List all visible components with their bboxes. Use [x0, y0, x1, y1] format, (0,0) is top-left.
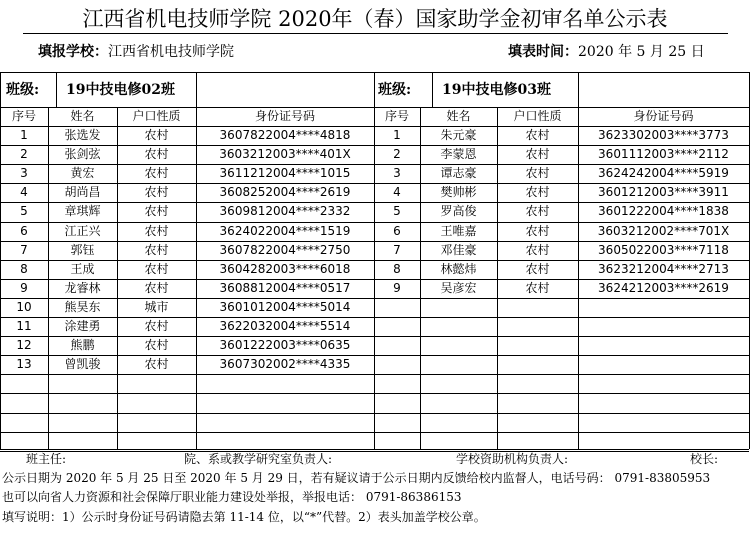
right-header-col-household: 户口性质 [513, 109, 562, 123]
left-class-label: 班级: [6, 82, 40, 98]
right-row-col-index: 8 [393, 262, 401, 276]
left-row-col-household: 农村 [144, 204, 169, 218]
right-row-col-id-number: 3623302003****3773 [598, 128, 729, 142]
left-row-col-id-number: 3608812004****0517 [219, 281, 351, 295]
right-row-col-id-number: 3624242004****5919 [598, 166, 729, 180]
left-row-col-id-number: 3607302002****4335 [219, 357, 351, 371]
right-row-col-household: 农村 [525, 128, 550, 142]
left-row-col-id-number: 3601222003****0635 [219, 338, 351, 352]
left-row-col-name: 章琪辉 [64, 204, 101, 218]
left-row-col-index: 8 [20, 262, 28, 276]
right-row-col-id-number: 3623212004****2713 [598, 262, 729, 276]
right-row-col-index: 9 [393, 281, 401, 295]
left-row-col-index: 11 [16, 319, 32, 333]
left-row-col-name: 王成 [70, 262, 95, 276]
date-info [508, 42, 705, 62]
row-border [0, 451, 749, 452]
left-row-col-index: 12 [16, 338, 32, 352]
left-header-col-index: 序号 [11, 109, 36, 123]
class-divider [196, 72, 197, 107]
right-row-col-household: 农村 [525, 224, 550, 238]
left-row-col-household: 农村 [144, 319, 169, 333]
right-row-col-index: 5 [393, 204, 401, 218]
class-divider [56, 72, 57, 107]
right-row-col-name: 王唯嘉 [440, 224, 477, 238]
left-row-col-index: 2 [20, 147, 28, 161]
right-row-col-index: 2 [393, 147, 401, 161]
right-row-col-name: 朱元豪 [440, 128, 477, 142]
signature-class-teacher: 班主任: [26, 452, 67, 466]
right-row-col-id-number: 3601212003****3911 [598, 185, 729, 199]
left-row-col-id-number: 3608252004****2619 [219, 185, 351, 199]
left-row-col-name: 熊昊东 [64, 300, 101, 314]
left-row-col-id-number: 3624022004****1519 [219, 224, 351, 238]
class-divider [432, 72, 433, 107]
left-row-col-index: 9 [20, 281, 28, 295]
left-row-col-id-number: 3601012004****5014 [219, 300, 351, 314]
left-row-col-household: 农村 [144, 224, 169, 238]
right-row-col-id-number: 3601222004****1838 [598, 204, 729, 218]
right-row-col-index: 1 [393, 128, 401, 142]
left-row-col-name: 张选发 [64, 128, 101, 142]
left-row-col-name: 江正兴 [64, 224, 101, 238]
left-row-col-name: 张剑弦 [64, 147, 101, 161]
right-row-col-index: 7 [393, 243, 401, 257]
left-row-col-name: 黄宏 [70, 166, 95, 180]
left-header-col-name: 姓名 [70, 109, 95, 123]
left-row-col-name: 郭钰 [70, 243, 95, 257]
right-row-col-name: 罗高俊 [440, 204, 477, 218]
left-row-col-household: 农村 [144, 147, 169, 161]
left-row-col-name: 熊鹏 [70, 338, 95, 352]
right-row-col-id-number: 3603212002****701X [597, 224, 730, 238]
left-row-col-id-number: 3604282003****6018 [219, 262, 351, 276]
left-header-col-household: 户口性质 [132, 109, 181, 123]
left-row-col-index: 5 [20, 204, 28, 218]
left-row-col-household: 农村 [144, 166, 169, 180]
left-row-col-household: 农村 [144, 357, 169, 371]
right-header-col-index: 序号 [384, 109, 409, 123]
right-row-col-index: 6 [393, 224, 401, 238]
footer-notice-line1: 公示日期为 2020 年 5 月 25 日至 2020 年 5 月 29 日，若有疑议请于公示日期内反馈给校内监督人，电话号码： 0791-83805953 [2, 471, 711, 485]
left-row-col-id-number: 3622032004****5514 [219, 319, 351, 333]
right-row-col-household: 农村 [525, 185, 550, 199]
left-header-col-id-number: 身份证号码 [254, 109, 315, 123]
left-row-col-household: 城市 [144, 300, 169, 314]
right-class-label: 班级: [378, 82, 412, 98]
school-info [38, 42, 234, 62]
right-row-col-id-number: 3624212003****2619 [598, 281, 729, 295]
signature-aid-head: 学校资助机构负责人: [456, 452, 569, 466]
right-class-name: 19中技电修03班 [442, 82, 551, 98]
left-row-col-name: 胡尚昌 [64, 185, 101, 199]
left-row-col-index: 13 [16, 357, 32, 371]
right-row-col-household: 农村 [525, 262, 550, 276]
right-row-col-name: 邓佳豪 [440, 243, 477, 257]
right-row-col-household: 农村 [525, 166, 550, 180]
right-row-col-household: 农村 [525, 243, 550, 257]
left-row-col-id-number: 3607822004****2750 [219, 243, 351, 257]
left-row-col-name: 曾凯骏 [64, 357, 101, 371]
signature-principal: 校长: [690, 452, 719, 466]
right-row-col-name: 樊帅彬 [440, 185, 477, 199]
right-row-col-index: 4 [393, 185, 401, 199]
footer-notice-line2: 也可以向省人力资源和社会保障厅职业能力建设处举报，举报电话： 0791-86386153 [2, 490, 462, 504]
left-row-col-index: 1 [20, 128, 28, 142]
title-underline [23, 33, 728, 34]
left-row-col-household: 农村 [144, 128, 169, 142]
right-row-col-id-number: 3601112003****2112 [598, 147, 729, 161]
right-row-col-name: 林懿炜 [440, 262, 477, 276]
left-row-col-id-number: 3603212003****401X [219, 147, 351, 161]
left-row-col-index: 7 [20, 243, 28, 257]
right-row-col-id-number: 3605022003****7118 [598, 243, 729, 257]
table-bottom-border [0, 449, 749, 450]
left-row-col-household: 农村 [144, 262, 169, 276]
right-row-col-index: 3 [393, 166, 401, 180]
right-row-col-name: 吴彦宏 [440, 281, 477, 295]
right-row-col-household: 农村 [525, 281, 550, 295]
left-row-col-household: 农村 [144, 243, 169, 257]
page-title: 江西省机电技师学院 2020年（春）国家助学金初审名单公示表 [82, 7, 668, 31]
right-header-col-name: 姓名 [446, 109, 471, 123]
left-row-col-index: 4 [20, 185, 28, 199]
class-divider [578, 72, 579, 107]
left-row-col-household: 农村 [144, 338, 169, 352]
right-row-col-household: 农村 [525, 204, 550, 218]
left-row-col-index: 10 [16, 300, 32, 314]
left-row-col-id-number: 3607822004****4818 [219, 128, 351, 142]
right-row-col-household: 农村 [525, 147, 550, 161]
left-class-name: 19中技电修02班 [66, 82, 175, 98]
date-value: 2020 年 5 月 25 日 [578, 44, 705, 60]
school-label: 填报学校： [38, 44, 108, 60]
school-value: 江西省机电技师学院 [108, 44, 234, 60]
footer-instructions: 填写说明：1）公示时身份证号码请隐去第 11-14 位，以“*”代替。2）表头加盖学校公章。 [2, 510, 486, 524]
left-row-col-household: 农村 [144, 281, 169, 295]
left-row-col-index: 6 [20, 224, 28, 238]
left-row-col-household: 农村 [144, 185, 169, 199]
left-row-col-id-number: 3609812004****2332 [219, 204, 351, 218]
signature-dept-head: 院、系或教学研究室负责人: [184, 452, 333, 466]
right-row-col-name: 李蒙恩 [440, 147, 477, 161]
left-row-col-index: 3 [20, 166, 28, 180]
left-row-col-name: 龙睿林 [64, 281, 101, 295]
left-row-col-name: 涂建勇 [64, 319, 101, 333]
date-label: 填表时间： [508, 44, 578, 60]
right-row-col-name: 谭志豪 [440, 166, 477, 180]
left-row-col-id-number: 3611212004****1015 [219, 166, 351, 180]
right-header-col-id-number: 身份证号码 [633, 109, 694, 123]
